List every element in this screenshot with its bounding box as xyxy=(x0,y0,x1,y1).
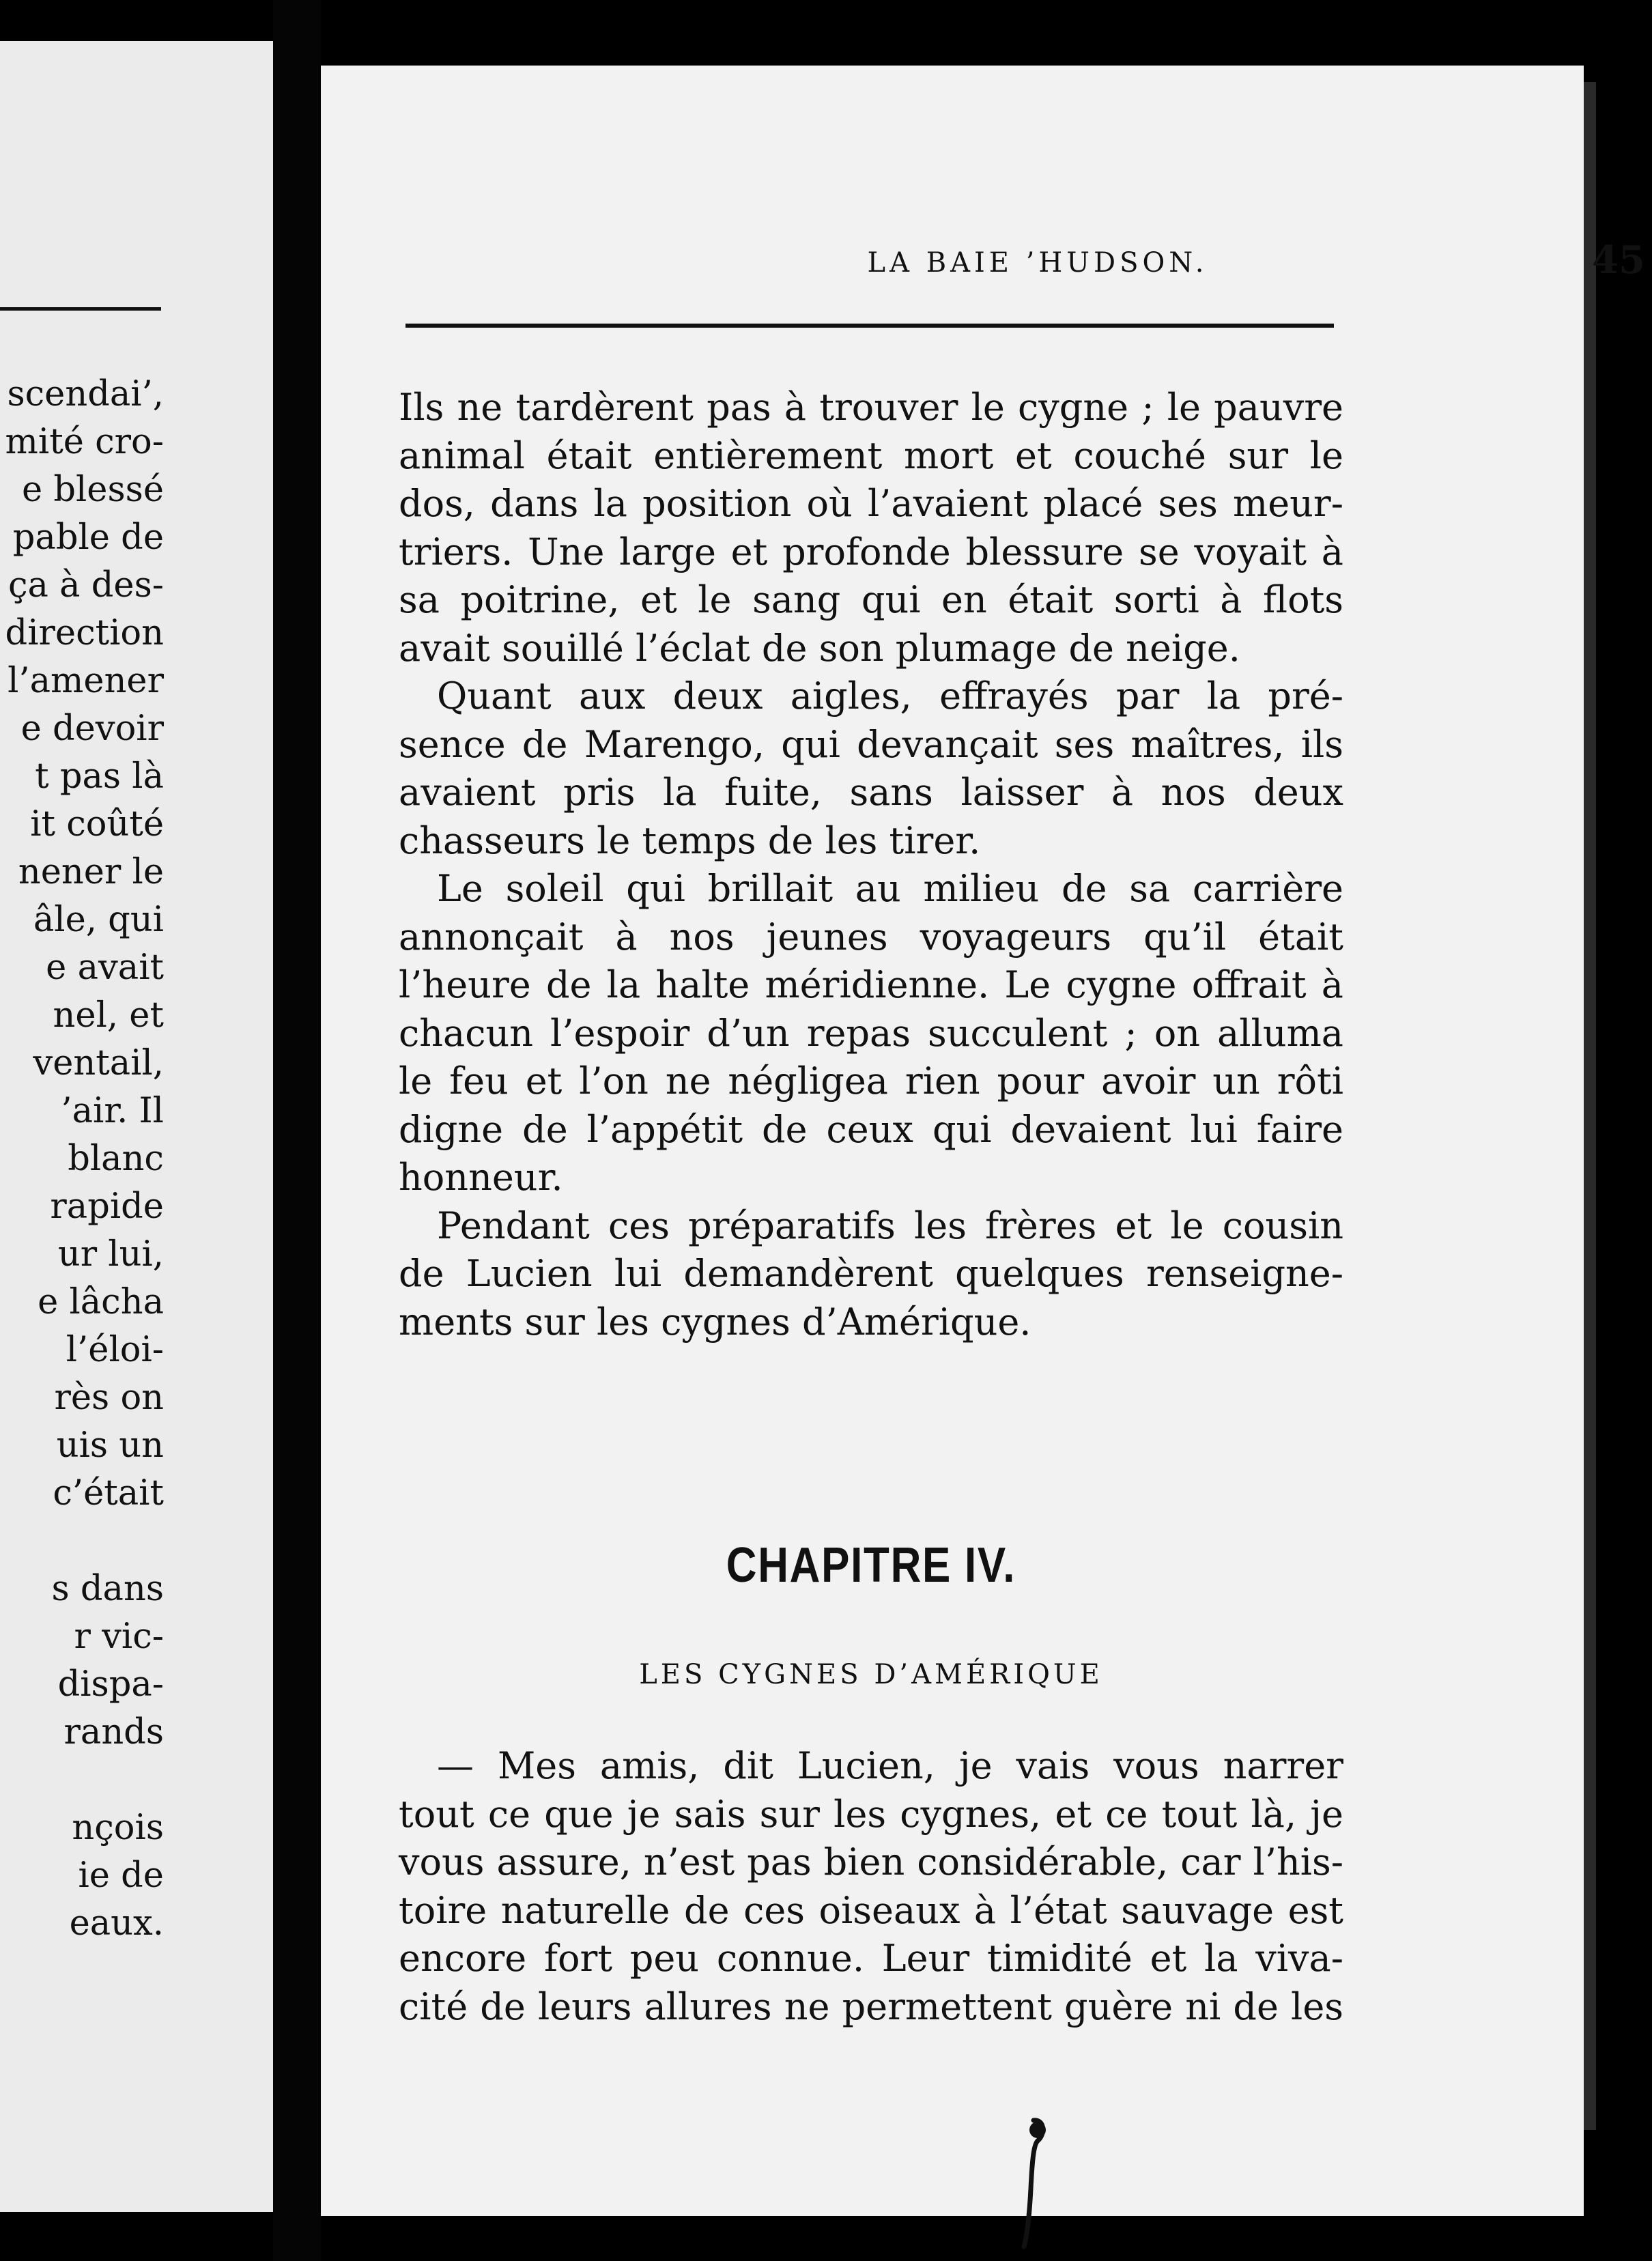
previous-page-line: mité cro- xyxy=(5,422,164,462)
running-head: LA BAIE ’HUDSON. xyxy=(867,247,1208,279)
text-line: encore fort peu connue. Leur timidité et la viva- xyxy=(399,1937,1343,1980)
text-line: Le soleil qui brillait au milieu de sa carrière xyxy=(437,867,1343,910)
text-line: chacun l’espoir d’un repas succulent ; on alluma xyxy=(399,1011,1343,1055)
chapter-subtitle: LES CYGNES D’AMÉRIQUE xyxy=(639,1659,1103,1690)
previous-page-line: ’air. Il xyxy=(61,1091,164,1131)
previous-page-line: nel, et xyxy=(53,995,164,1036)
previous-page-line: l’amener xyxy=(8,661,164,701)
previous-page-line: rands xyxy=(63,1712,164,1752)
text-line: animal était entièrement mort et couché sur le xyxy=(399,433,1343,477)
header-rule xyxy=(405,324,1334,328)
text-line: ments sur les cygnes d’Amérique. xyxy=(399,1300,1031,1343)
text-line: triers. Une large et profonde blessure se voyait à xyxy=(399,530,1343,573)
page-edge-shadow xyxy=(1584,82,1596,2130)
previous-page-line: scendai’, xyxy=(7,374,164,414)
text-line: dos, dans la position où l’avaient placé ses meur- xyxy=(399,482,1343,525)
text-line: cité de leurs allures ne permettent guère ni de les xyxy=(399,1985,1343,2028)
previous-page-line: rès on xyxy=(54,1378,164,1418)
previous-page-line: c’était xyxy=(53,1473,164,1513)
book-spine-gutter xyxy=(273,0,321,2261)
previous-page-line: e devoir xyxy=(20,709,164,749)
previous-page-line: blanc xyxy=(68,1139,164,1179)
text-line: Quant aux deux aigles, effrayés par la pré- xyxy=(437,674,1343,717)
previous-page-line: ça à des- xyxy=(8,565,164,606)
previous-page-line: nçois xyxy=(72,1808,164,1848)
book-page xyxy=(321,66,1645,2216)
previous-page-fragment xyxy=(0,41,273,2212)
previous-page-line: âle, qui xyxy=(33,900,164,940)
previous-page-line: e lâcha xyxy=(38,1282,164,1322)
chapter-text xyxy=(399,1742,1343,2031)
previous-page-line: t pas là xyxy=(35,756,164,797)
page-number: 45 xyxy=(1592,238,1645,283)
text-line: Ils ne tardèrent pas à trouver le cygne ; le pauvre xyxy=(399,386,1343,429)
text-line: avait souillé l’éclat de son plumage de neige. xyxy=(399,626,1240,670)
text-line: Pendant ces préparatifs les frères et le cousin xyxy=(437,1204,1343,1247)
text-line: chasseurs le temps de les tirer. xyxy=(399,819,981,862)
text-line: le feu et l’on ne négligea rien pour avoir un rôti xyxy=(399,1060,1343,1103)
previous-page-line: r vic- xyxy=(74,1617,164,1657)
text-line: toire naturelle de ces oiseaux à l’état sauvage est xyxy=(399,1888,1343,1932)
ink-blot-mark xyxy=(1014,2114,1055,2250)
text-line: annonçait à nos jeunes voyageurs qu’il était xyxy=(399,915,1343,958)
text-line: — Mes amis, dit Lucien, je vais vous narrer xyxy=(437,1744,1343,1787)
previous-page-line: e avait xyxy=(46,948,164,988)
previous-page-line: ur lui, xyxy=(57,1234,164,1275)
text-line: tout ce que je sais sur les cygnes, et ce tout là, je xyxy=(399,1792,1343,1836)
previous-page-line: uis un xyxy=(56,1425,164,1466)
previous-page-line: e blessé xyxy=(21,470,164,510)
text-line: sa poitrine, et le sang qui en était sorti à flots xyxy=(399,578,1343,621)
previous-page-line: dispa- xyxy=(57,1664,164,1705)
text-line: vous assure, n’est pas bien considérable, car l’his- xyxy=(399,1840,1343,1883)
text-line: digne de l’appétit de ceux qui devaient lui faire xyxy=(399,1107,1343,1151)
previous-page-line: ventail, xyxy=(33,1043,164,1083)
text-line: sence de Marengo, qui devançait ses maîtres, ils xyxy=(399,722,1343,766)
text-line: de Lucien lui demandèrent quelques renseigne- xyxy=(399,1252,1343,1295)
previous-page-line: pable de xyxy=(12,517,164,558)
previous-page-line: rapide xyxy=(50,1186,164,1227)
text-line: honneur. xyxy=(399,1156,563,1199)
previous-page-line: s dans xyxy=(51,1569,164,1609)
previous-page-line: nener le xyxy=(18,852,164,892)
previous-page-line: it coûté xyxy=(30,804,164,844)
text-line: l’heure de la halte méridienne. Le cygne offrait à xyxy=(399,963,1343,1006)
previous-page-line: ie de xyxy=(78,1855,164,1896)
previous-page-header-rule xyxy=(0,307,161,311)
previous-page-line: l’éloi- xyxy=(66,1330,164,1370)
text-line: avaient pris la fuite, sans laisser à nos deux xyxy=(399,771,1343,814)
chapter-title: CHAPITRE IV. xyxy=(726,1538,1016,1593)
body-text xyxy=(399,384,1343,1346)
previous-page-line: eaux. xyxy=(69,1903,164,1944)
previous-page-line: direction xyxy=(5,613,164,653)
